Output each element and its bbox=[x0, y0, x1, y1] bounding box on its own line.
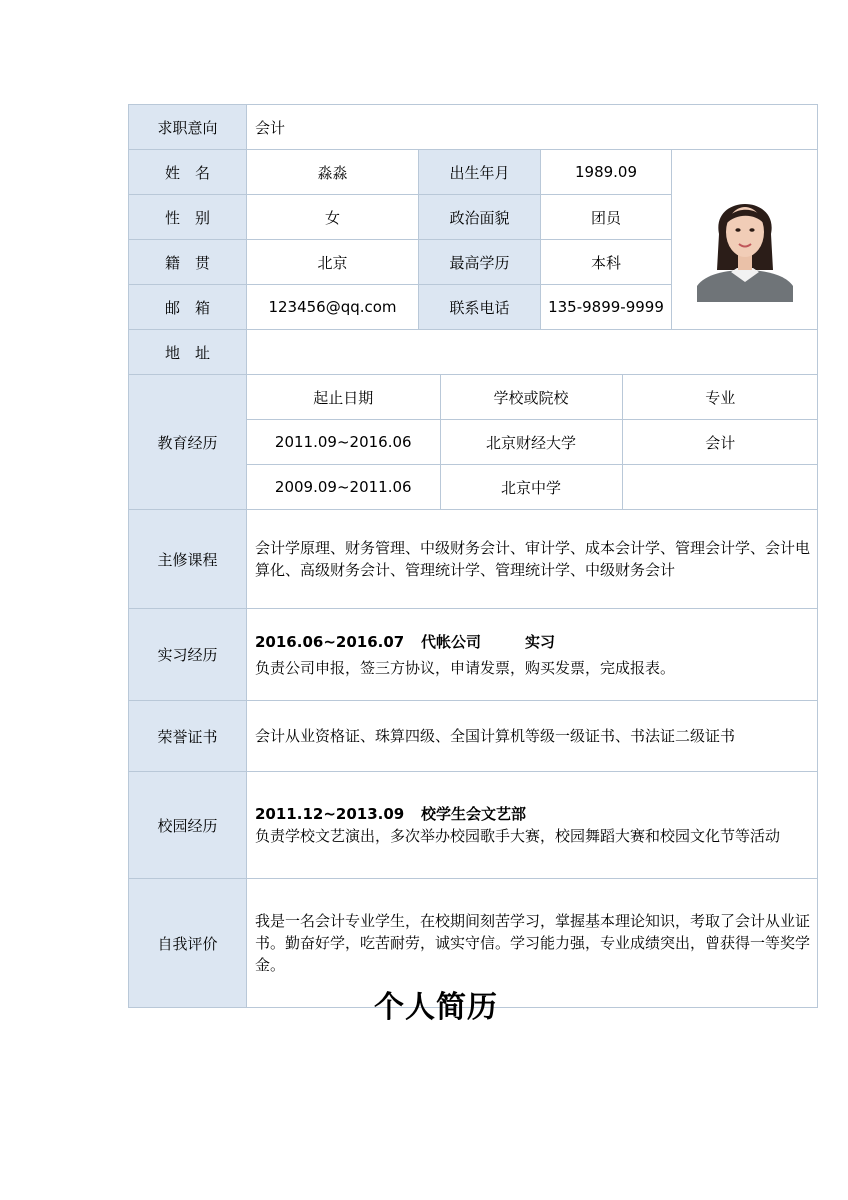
profile-photo bbox=[697, 174, 793, 302]
education-table bbox=[247, 375, 818, 509]
campus-heading bbox=[255, 803, 811, 825]
email-label: 邮 箱 bbox=[129, 285, 247, 330]
email-value: 123456@qq.com bbox=[247, 285, 419, 330]
job-intent-value: 会计 bbox=[247, 105, 818, 150]
internship-period: 2016.06~2016.07 bbox=[255, 632, 405, 651]
campus-label: 校园经历 bbox=[129, 772, 247, 879]
address-value bbox=[247, 330, 818, 375]
education-major: 会计 bbox=[622, 420, 818, 465]
internship-desc: 负责公司申报，签三方协议，申请发票，购买发票，完成报表。 bbox=[255, 658, 676, 677]
politics-value: 团员 bbox=[541, 195, 672, 240]
education-period: 2011.09~2016.06 bbox=[247, 420, 440, 465]
address-label: 地 址 bbox=[129, 330, 247, 375]
education-row bbox=[129, 375, 818, 510]
page-title: 个人简历 bbox=[374, 990, 498, 1025]
honors-row bbox=[129, 701, 818, 772]
internship-role: 实习 bbox=[525, 632, 556, 651]
address-row bbox=[129, 330, 818, 375]
degree-label: 最高学历 bbox=[419, 240, 541, 285]
education-label: 教育经历 bbox=[129, 375, 247, 510]
courses-row bbox=[129, 510, 818, 609]
self-eval-text: 我是一名会计专业学生，在校期间刻苦学习，掌握基本理论知识，考取了会计从业证书。勤奋好学，吃苦耐劳，诚实守信。学习能力强，专业成绩突出，曾获得一等奖学金。 bbox=[247, 879, 818, 1008]
birth-label: 出生年月 bbox=[419, 150, 541, 195]
name-row bbox=[129, 150, 818, 195]
native-value: 北京 bbox=[247, 240, 419, 285]
resume-table bbox=[128, 104, 818, 1008]
education-row-1 bbox=[247, 420, 818, 465]
gender-label: 性 别 bbox=[129, 195, 247, 240]
internship-label: 实习经历 bbox=[129, 609, 247, 701]
education-row-2 bbox=[247, 465, 818, 510]
phone-label: 联系电话 bbox=[419, 285, 541, 330]
education-header-school: 学校或院校 bbox=[440, 375, 622, 420]
education-header-row bbox=[247, 375, 818, 420]
education-header-major: 专业 bbox=[622, 375, 818, 420]
education-major bbox=[622, 465, 818, 510]
education-school: 北京中学 bbox=[440, 465, 622, 510]
education-header-period: 起止日期 bbox=[247, 375, 440, 420]
internship-company: 代帐公司 bbox=[421, 632, 482, 651]
resume-sheet bbox=[128, 104, 817, 1007]
degree-value: 本科 bbox=[541, 240, 672, 285]
internship-heading bbox=[255, 631, 811, 653]
education-cell bbox=[247, 375, 818, 510]
education-period: 2009.09~2011.06 bbox=[247, 465, 440, 510]
self-eval-label: 自我评价 bbox=[129, 879, 247, 1008]
job-intent-label: 求职意向 bbox=[129, 105, 247, 150]
name-label: 姓 名 bbox=[129, 150, 247, 195]
honors-text: 会计从业资格证、珠算四级、全国计算机等级一级证书、书法证二级证书 bbox=[247, 701, 818, 772]
job-intent-row bbox=[129, 105, 818, 150]
honors-label: 荣誉证书 bbox=[129, 701, 247, 772]
education-school: 北京财经大学 bbox=[440, 420, 622, 465]
courses-text: 会计学原理、财务管理、中级财务会计、审计学、成本会计学、管理会计学、会计电算化、高级财务会计、管理统计学、管理统计学、中级财务会计 bbox=[247, 510, 818, 609]
gender-value: 女 bbox=[247, 195, 419, 240]
courses-label: 主修课程 bbox=[129, 510, 247, 609]
politics-label: 政治面貌 bbox=[419, 195, 541, 240]
phone-value: 135-9899-9999 bbox=[541, 285, 672, 330]
birth-value: 1989.09 bbox=[541, 150, 672, 195]
campus-row bbox=[129, 772, 818, 879]
internship-cell bbox=[247, 609, 818, 701]
photo-cell bbox=[672, 150, 818, 330]
name-value: 淼淼 bbox=[247, 150, 419, 195]
campus-period: 2011.12~2013.09 bbox=[255, 805, 405, 823]
native-label: 籍 贯 bbox=[129, 240, 247, 285]
internship-row bbox=[129, 609, 818, 701]
campus-org: 校学生会文艺部 bbox=[421, 805, 527, 823]
campus-desc: 负责学校文艺演出，多次举办校园歌手大赛，校园舞蹈大赛和校园文化节等活动 bbox=[255, 827, 781, 845]
campus-cell bbox=[247, 772, 818, 879]
